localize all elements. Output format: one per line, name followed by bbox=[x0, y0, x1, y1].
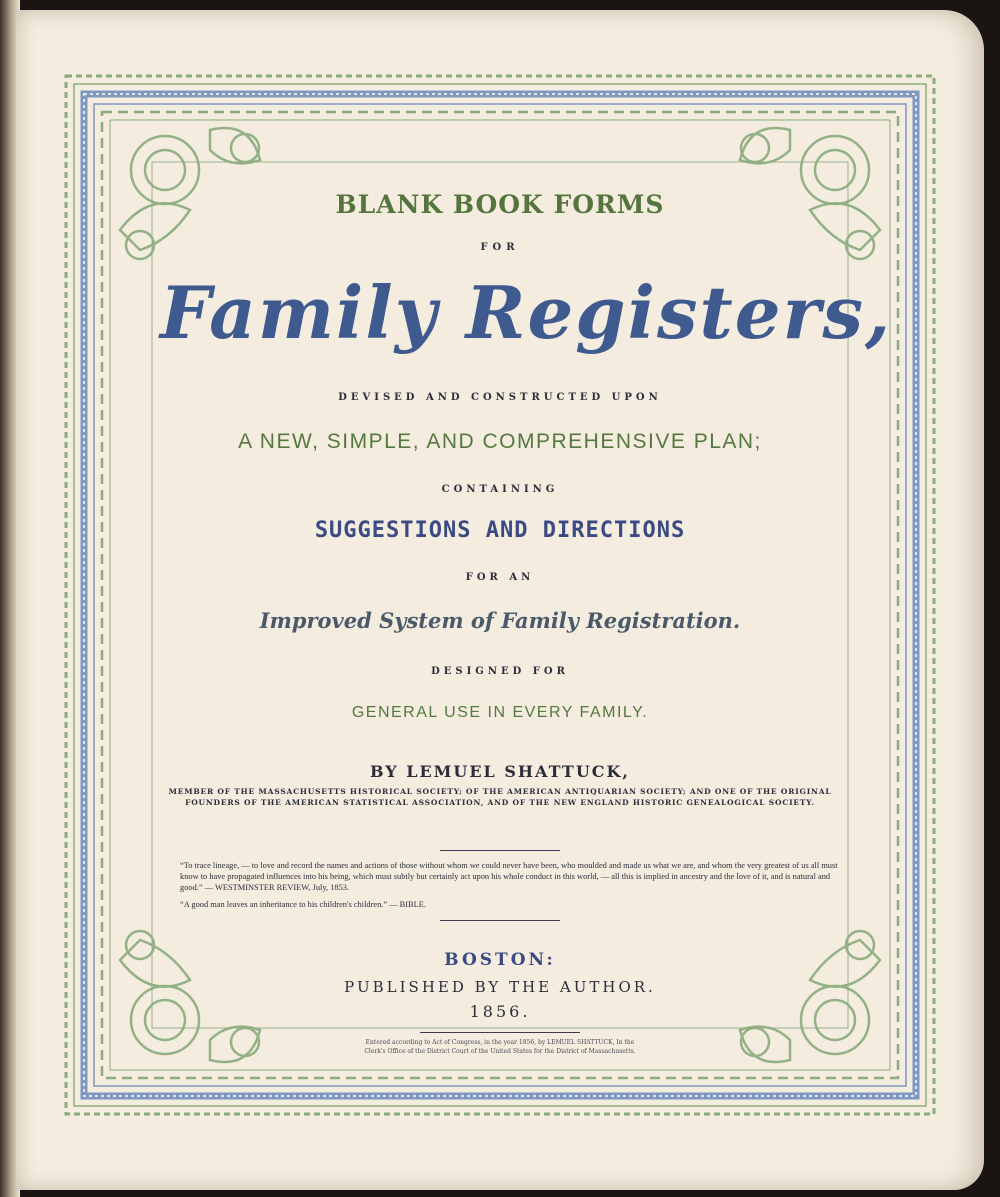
affiliations-text: MEMBER OF THE MASSACHUSETTS HISTORICAL SOCIETY; OF THE AMERICAN ANTIQUARIAN SOCIETY; AND ONE OF THE ORIGINAL FOUNDERS OF THE AMERICAN STATISTICAL ASSOCIATION, AND OF THE NEW ENGLAND HISTORIC GENEALOGICAL SOCIETY. bbox=[168, 787, 832, 807]
containing-label: CONTAINING bbox=[441, 484, 559, 495]
designed-for-label: DESIGNED FOR bbox=[431, 666, 569, 677]
blank-book-forms: BLANK BOOK FORMS bbox=[335, 190, 665, 219]
suggestions-line: SUGGESTIONS AND DIRECTIONS bbox=[314, 518, 686, 543]
rule-top bbox=[440, 850, 560, 851]
publisher-line: PUBLISHED BY THE AUTHOR. bbox=[344, 978, 656, 996]
author-line: BY LEMUEL SHATTUCK, bbox=[370, 762, 630, 781]
copyright-entry: Entered according to Act of Congress, in the year 1856, by LEMUEL SHATTUCK, In the Clerk's Office of the District Court of the United States for the District of Massachusetts. bbox=[364, 1039, 636, 1055]
general-use-line: GENERAL USE IN EVERY FAMILY. bbox=[351, 704, 649, 721]
main-title: Family Registers, bbox=[160, 270, 893, 355]
rule-entered bbox=[420, 1032, 580, 1033]
rule-bottom bbox=[440, 920, 560, 921]
city-line: BOSTON: bbox=[444, 950, 556, 970]
for-label: FOR bbox=[480, 242, 520, 253]
for-an-label: FOR AN bbox=[465, 572, 535, 583]
devised-line: DEVISED AND CONSTRUCTED UPON bbox=[338, 392, 662, 403]
year-line: 1856. bbox=[469, 1002, 531, 1021]
quote-bible: “A good man leaves an inheritance to his children's children.” — BIBLE. bbox=[180, 900, 426, 909]
title-content bbox=[160, 160, 893, 1060]
improved-line: Improved System of Family Registration. bbox=[259, 608, 741, 633]
plan-line: A NEW, SIMPLE, AND COMPREHENSIVE PLAN; bbox=[238, 430, 762, 453]
quote-westminster: “To trace lineage, — to love and record the names and actions of those without whom we could never have been, who moulded and made us what we are, and whom the very greatest of us all must know to have propagated influences into his being, which must subtly but certainly act upon his whole conduct in this world, — all this is implied in ancestry and the love of it, and is natural and good.” — WESTMINSTER REVIEW, July, 1853. bbox=[180, 861, 838, 892]
